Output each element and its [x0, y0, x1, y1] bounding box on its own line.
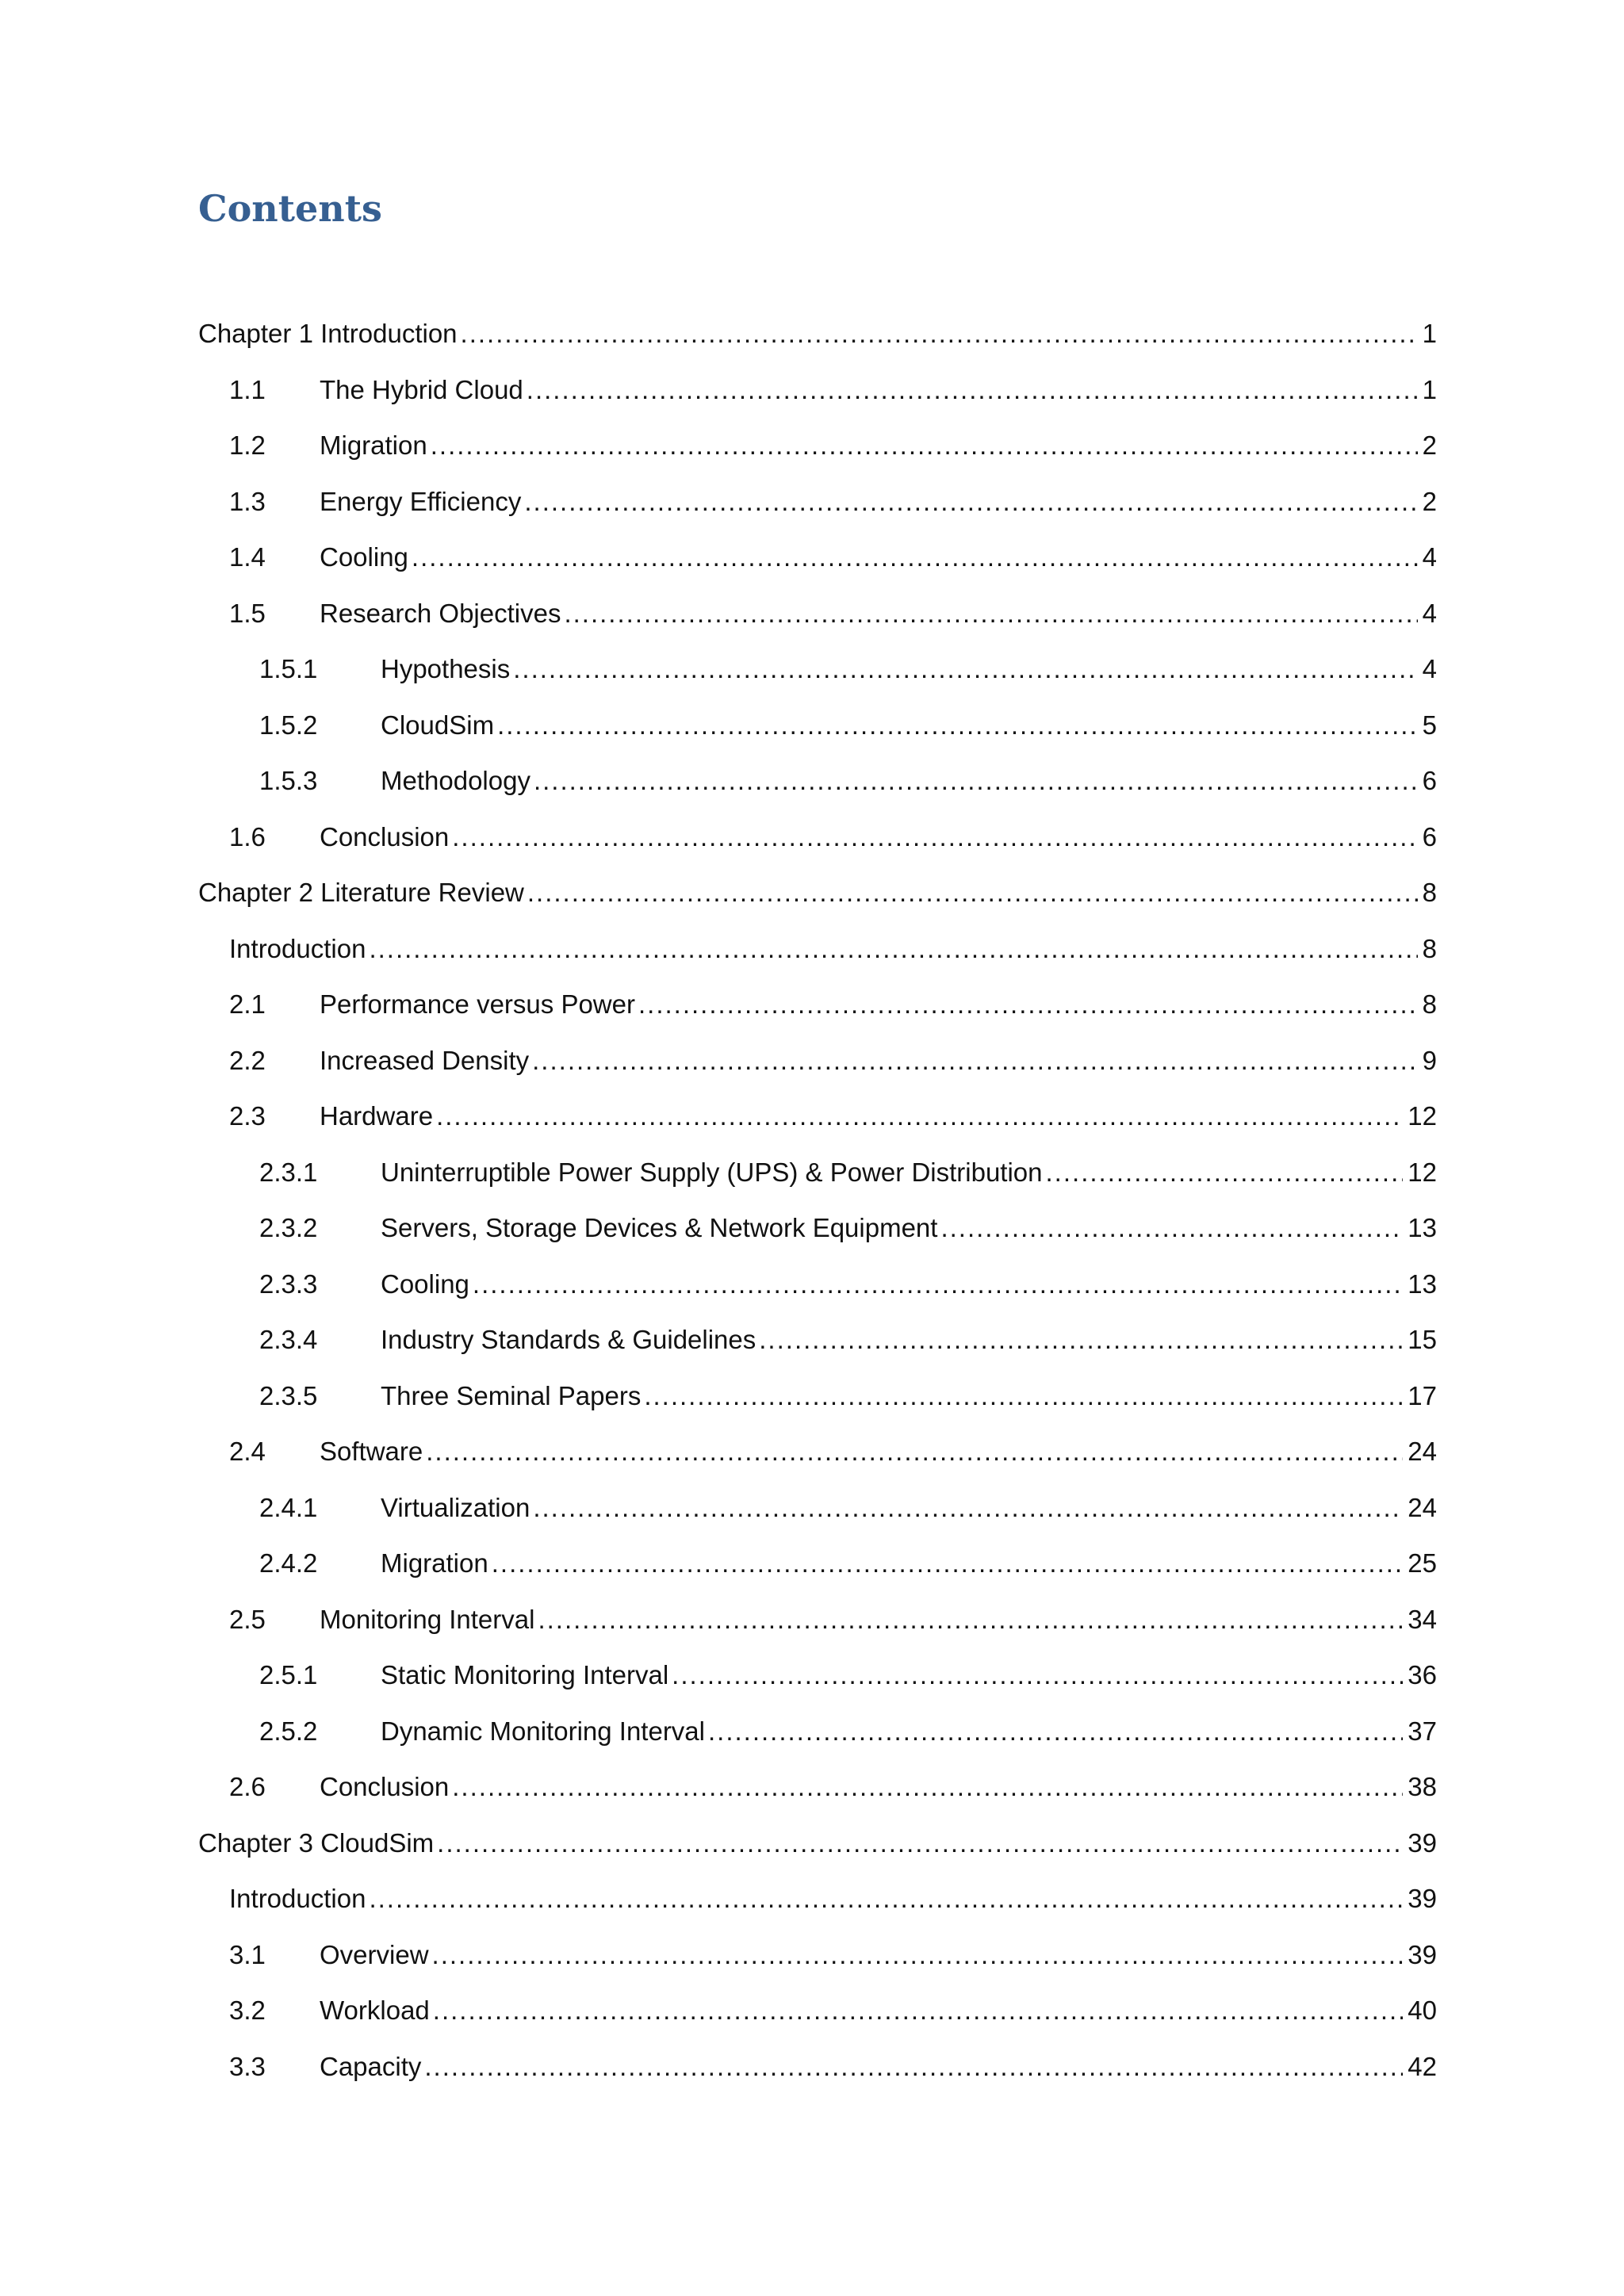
toc-entry-title: Three Seminal Papers: [381, 1380, 642, 1410]
contents-heading: Contents: [198, 187, 382, 230]
toc-entry-number: 2.1: [229, 989, 266, 1019]
toc-entry[interactable]: [198, 930, 1437, 986]
toc-entry-page-number: 4: [1422, 598, 1437, 628]
toc-entry-title: Energy Efficiency: [320, 486, 522, 516]
toc-entry-number: 2.3.1: [259, 1157, 318, 1187]
toc-entry-title: Chapter 3 CloudSim: [198, 1827, 435, 1858]
toc-entry[interactable]: [198, 650, 1437, 706]
toc-entry-number: 2.3.5: [259, 1380, 318, 1410]
toc-dot-leader: [1046, 1154, 1404, 1192]
toc-entry[interactable]: [198, 427, 1437, 483]
toc-entry[interactable]: [198, 1265, 1437, 1322]
toc-entry-number: 2.5.2: [259, 1716, 318, 1746]
toc-entry-number: 1.1: [229, 374, 266, 404]
toc-dot-leader: [538, 1601, 1403, 1639]
toc-entry-number: 2.5: [229, 1604, 266, 1634]
toc-entry-number: 1.5.1: [259, 654, 318, 683]
toc-entry-title: Hypothesis: [381, 654, 511, 683]
toc-dot-leader: [638, 985, 1418, 1024]
toc-entry-page-number: 37: [1408, 1716, 1437, 1746]
toc-entry-page-number: 12: [1408, 1157, 1437, 1187]
toc-entry-page-number: 13: [1408, 1269, 1437, 1299]
toc-entry-page-number: 9: [1422, 1045, 1437, 1075]
toc-entry[interactable]: [198, 706, 1437, 763]
toc-entry-title: Introduction: [229, 1884, 366, 1913]
toc-entry-number: 2.2: [229, 1045, 266, 1075]
toc-dot-leader: [452, 1768, 1403, 1806]
toc-entry[interactable]: [198, 1601, 1437, 1657]
toc-dot-leader: [708, 1712, 1403, 1751]
toc-entry-title: Uninterruptible Power Supply (UPS) & Power Distribution: [381, 1157, 1043, 1187]
toc-dot-leader: [940, 1209, 1403, 1247]
toc-entry[interactable]: [198, 1042, 1437, 1098]
toc-entry[interactable]: [198, 1209, 1437, 1265]
toc-entry-title: Servers, Storage Devices & Network Equipment: [381, 1213, 938, 1242]
toc-dot-leader: [369, 1880, 1403, 1918]
toc-entry-page-number: 4: [1422, 654, 1437, 683]
toc-entry-title: Dynamic Monitoring Interval: [381, 1716, 705, 1746]
toc-dot-leader: [426, 1433, 1403, 1471]
toc-dot-leader: [513, 650, 1417, 688]
toc-entry-title: Conclusion: [320, 821, 450, 851]
toc-entry-title: Increased Density: [320, 1045, 530, 1075]
toc-entry-page-number: 17: [1408, 1380, 1437, 1410]
toc-dot-leader: [532, 1042, 1418, 1080]
toc-entry-page-number: 24: [1408, 1437, 1437, 1466]
toc-entry-title: Overview: [320, 1939, 429, 1969]
toc-entry-number: 1.5: [229, 598, 266, 628]
toc-entry-number: 2.3.2: [259, 1213, 318, 1242]
toc-entry[interactable]: [198, 2048, 1437, 2104]
toc-entry[interactable]: [198, 1880, 1437, 1936]
toc-entry-number: 2.4: [229, 1437, 266, 1466]
toc-entry-page-number: 24: [1408, 1492, 1437, 1522]
toc-dot-leader: [437, 1824, 1403, 1862]
toc-dot-leader: [672, 1656, 1403, 1694]
toc-entry-title: Static Monitoring Interval: [381, 1660, 669, 1689]
toc-dot-leader: [533, 1489, 1403, 1527]
toc-dot-leader: [433, 1992, 1403, 2030]
toc-entry-page-number: 8: [1422, 933, 1437, 963]
toc-entry-number: 2.5.1: [259, 1660, 318, 1689]
toc-dot-leader: [369, 930, 1417, 968]
toc-dot-leader: [431, 427, 1418, 465]
toc-entry-title: Capacity: [320, 2051, 422, 2081]
toc-entry-title: Cooling: [381, 1269, 469, 1299]
toc-entry-number: 3.2: [229, 1996, 266, 2025]
toc-entry[interactable]: [198, 1712, 1437, 1769]
toc-entry[interactable]: [198, 371, 1437, 427]
toc-entry-page-number: 6: [1422, 821, 1437, 851]
toc-entry-page-number: 8: [1422, 989, 1437, 1019]
toc-entry[interactable]: [198, 1768, 1437, 1824]
toc-entry-number: 1.5.3: [259, 766, 318, 795]
toc-entry-number: 2.3.3: [259, 1269, 318, 1299]
toc-entry[interactable]: [198, 985, 1437, 1042]
toc-entry[interactable]: [198, 1656, 1437, 1712]
toc-entry-number: 2.4.1: [259, 1492, 318, 1522]
table-of-contents: [198, 315, 1437, 2103]
toc-entry-page-number: 39: [1408, 1884, 1437, 1913]
toc-entry[interactable]: [198, 315, 1437, 371]
toc-entry-page-number: 1: [1422, 319, 1437, 348]
toc-entry-page-number: 25: [1408, 1548, 1437, 1578]
toc-entry[interactable]: [198, 1489, 1437, 1545]
toc-dot-leader: [492, 1544, 1404, 1582]
toc-dot-leader: [436, 1097, 1403, 1135]
toc-dot-leader: [759, 1321, 1403, 1359]
toc-dot-leader: [564, 595, 1417, 633]
toc-entry-page-number: 2: [1422, 430, 1437, 460]
toc-entry-page-number: 1: [1422, 374, 1437, 404]
toc-entry-title: Migration: [381, 1548, 488, 1578]
toc-entry-page-number: 12: [1408, 1101, 1437, 1131]
toc-entry-page-number: 40: [1408, 1996, 1437, 2025]
toc-entry-number: 2.3.4: [259, 1325, 318, 1354]
toc-entry[interactable]: [198, 1097, 1437, 1154]
toc-entry-title: CloudSim: [381, 710, 495, 740]
toc-entry-title: The Hybrid Cloud: [320, 374, 523, 404]
toc-entry-page-number: 5: [1422, 710, 1437, 740]
toc-entry-number: 2.6: [229, 1772, 266, 1801]
toc-entry-title: Introduction: [229, 933, 366, 963]
toc-entry-number: 3.1: [229, 1939, 266, 1969]
toc-entry-title: Migration: [320, 430, 427, 460]
toc-entry-title: Industry Standards & Guidelines: [381, 1325, 756, 1354]
toc-entry-page-number: 13: [1408, 1213, 1437, 1242]
toc-entry-number: 1.5.2: [259, 710, 318, 740]
toc-entry-page-number: 4: [1422, 542, 1437, 572]
toc-entry-number: 3.3: [229, 2051, 266, 2081]
toc-entry-page-number: 36: [1408, 1660, 1437, 1689]
toc-entry-title: Workload: [320, 1996, 430, 2025]
toc-entry[interactable]: [198, 1433, 1437, 1489]
toc-entry-page-number: 2: [1422, 486, 1437, 516]
toc-entry-page-number: 38: [1408, 1772, 1437, 1801]
toc-entry[interactable]: [198, 483, 1437, 539]
toc-entry-title: Chapter 2 Literature Review: [198, 878, 524, 907]
toc-dot-leader: [497, 706, 1418, 744]
toc-dot-leader: [452, 818, 1417, 856]
toc-entry-page-number: 34: [1408, 1604, 1437, 1634]
toc-dot-leader: [524, 483, 1417, 521]
toc-entry-title: Software: [320, 1437, 423, 1466]
toc-entry-title: Conclusion: [320, 1772, 450, 1801]
toc-entry[interactable]: [198, 874, 1437, 930]
toc-dot-leader: [412, 538, 1418, 576]
toc-entry-number: 1.3: [229, 486, 266, 516]
toc-entry-page-number: 42: [1408, 2051, 1437, 2081]
toc-entry-title: Methodology: [381, 766, 530, 795]
toc-entry-page-number: 39: [1408, 1827, 1437, 1858]
toc-dot-leader: [527, 371, 1418, 409]
toc-entry-title: Hardware: [320, 1101, 434, 1131]
toc-dot-leader: [432, 1936, 1404, 1974]
toc-dot-leader: [461, 315, 1418, 353]
toc-entry[interactable]: [198, 818, 1437, 874]
toc-entry-number: 1.6: [229, 821, 266, 851]
toc-dot-leader: [644, 1377, 1403, 1415]
toc-entry-page-number: 15: [1408, 1325, 1437, 1354]
toc-entry-title: Chapter 1 Introduction: [198, 319, 458, 348]
toc-entry-number: 2.3: [229, 1101, 266, 1131]
toc-entry[interactable]: [198, 1936, 1437, 1992]
toc-entry-title: Research Objectives: [320, 598, 561, 628]
toc-entry-number: 1.2: [229, 430, 266, 460]
toc-entry[interactable]: [198, 595, 1437, 651]
toc-entry[interactable]: [198, 1377, 1437, 1433]
toc-dot-leader: [473, 1265, 1403, 1303]
toc-entry-title: Cooling: [320, 542, 408, 572]
toc-dot-leader: [534, 762, 1418, 800]
toc-entry-title: Virtualization: [381, 1492, 530, 1522]
toc-entry[interactable]: [198, 1992, 1437, 2048]
toc-entry-page-number: 39: [1408, 1939, 1437, 1969]
toc-dot-leader: [424, 2048, 1403, 2086]
toc-entry-title: Monitoring Interval: [320, 1604, 535, 1634]
toc-entry-page-number: 8: [1422, 878, 1437, 907]
toc-entry-number: 2.4.2: [259, 1548, 318, 1578]
toc-entry-title: Performance versus Power: [320, 989, 635, 1019]
toc-entry[interactable]: [198, 1321, 1437, 1377]
toc-entry[interactable]: [198, 1824, 1437, 1881]
toc-entry[interactable]: [198, 538, 1437, 595]
toc-entry[interactable]: [198, 762, 1437, 818]
toc-entry-page-number: 6: [1422, 766, 1437, 795]
toc-entry-number: 1.4: [229, 542, 266, 572]
toc-entry[interactable]: [198, 1154, 1437, 1210]
toc-dot-leader: [527, 874, 1418, 912]
toc-entry[interactable]: [198, 1544, 1437, 1601]
